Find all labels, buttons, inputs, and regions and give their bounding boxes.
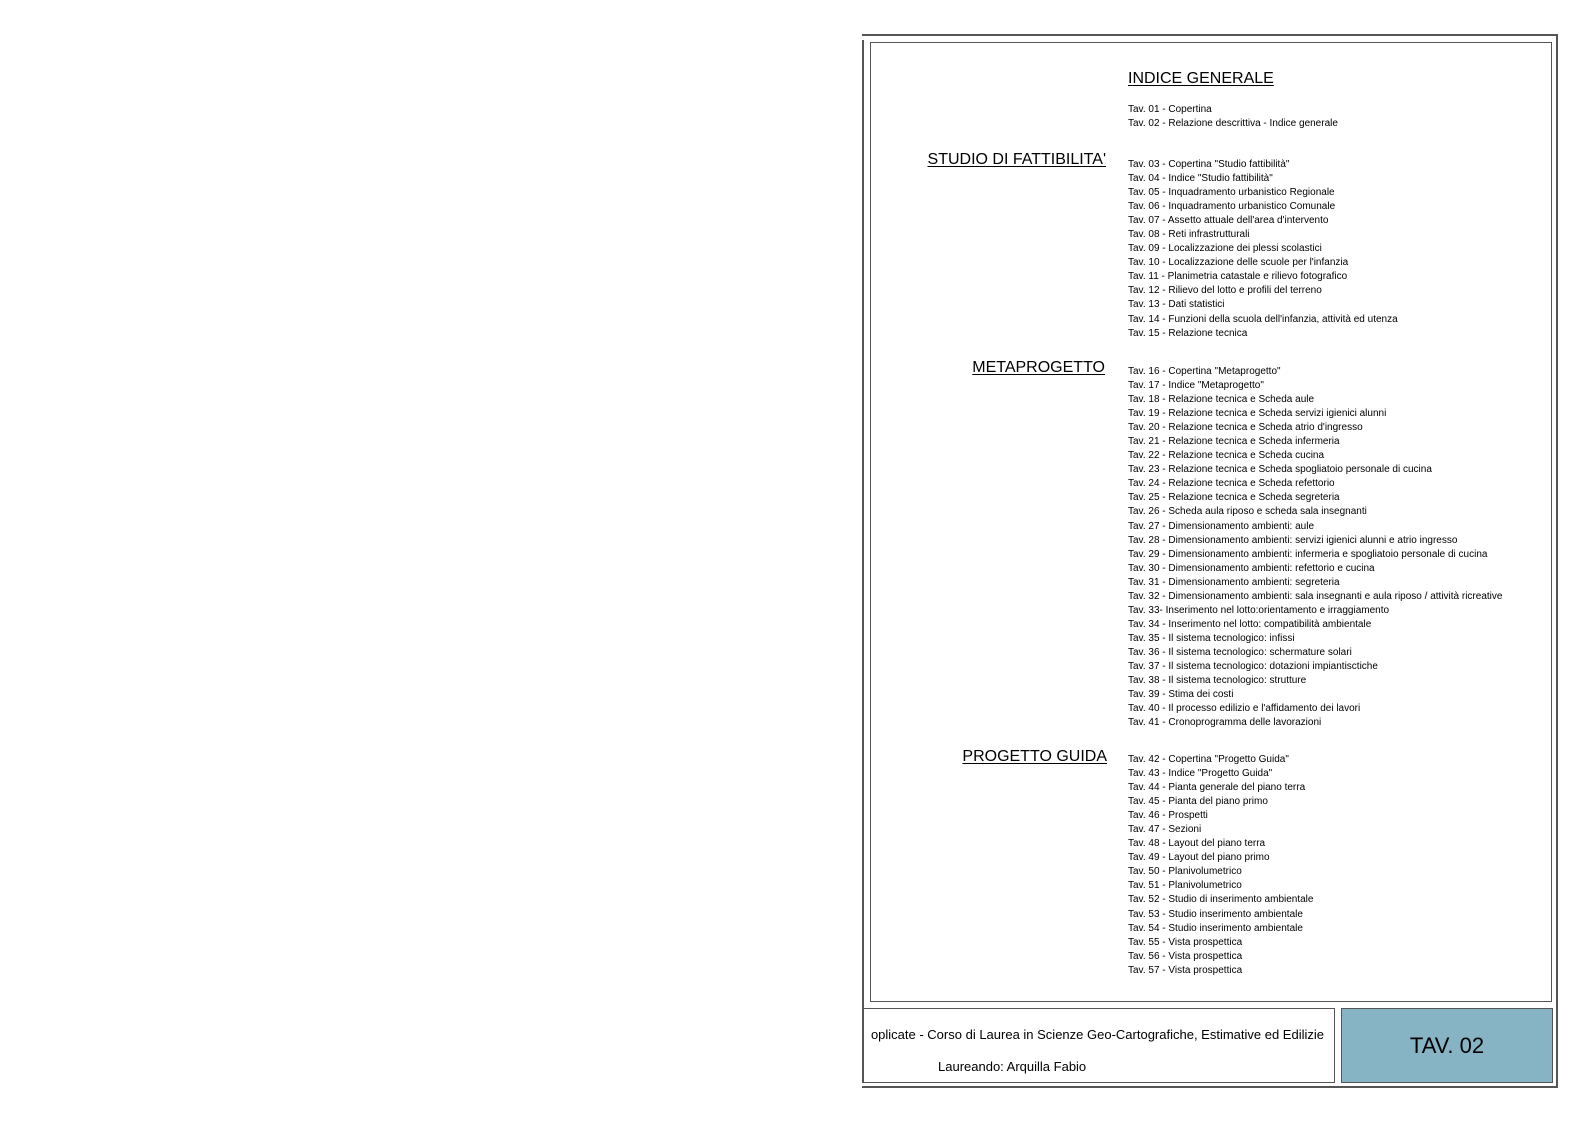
course-line: oplicate - Corso di Laurea in Scienze Geo-Cartografiche, Estimative ed Edilizie [870, 1027, 1324, 1042]
index-entry: Tav. 43 - Indice "Progetto Guida" [1128, 768, 1273, 780]
index-entry: Tav. 05 - Inquadramento urbanistico Regionale [1128, 187, 1335, 199]
index-entry: Tav. 34 - Inserimento nel lotto: compatibilità ambientale [1128, 618, 1372, 630]
index-entry: Tav. 52 - Studio di inserimento ambientale [1128, 894, 1314, 906]
index-entry: Tav. 02 - Relazione descrittiva - Indice generale [1128, 118, 1338, 130]
index-entry: Tav. 10 - Localizzazione delle scuole per l'infanzia [1128, 257, 1349, 269]
index-entry: Tav. 28 - Dimensionamento ambienti: servizi igienici alunni e atrio ingresso [1128, 534, 1458, 546]
index-entry: Tav. 15 - Relazione tecnica [1128, 327, 1248, 339]
index-entry: Tav. 12 - Rilievo del lotto e profili del terreno [1128, 285, 1322, 297]
index-entry: Tav. 36 - Il sistema tecnologico: schermature solari [1128, 646, 1352, 658]
index-entry: Tav. 22 - Relazione tecnica e Scheda cucina [1128, 450, 1325, 462]
index-entry: Tav. 57 - Vista prospettica [1128, 964, 1243, 976]
sheet-number-label: TAV. 02 [1409, 1032, 1485, 1058]
index-entry: Tav. 04 - Indice "Studio fattibilità" [1128, 173, 1273, 185]
index-entry: Tav. 50 - Planivolumetrico [1128, 866, 1242, 878]
index-entry: Tav. 06 - Inquadramento urbanistico Comunale [1128, 201, 1336, 213]
index-entry: Tav. 55 - Vista prospettica [1128, 936, 1243, 948]
index-entry: Tav. 46 - Prospetti [1128, 810, 1208, 822]
index-entry: Tav. 47 - Sezioni [1128, 824, 1202, 836]
intro-entries [1128, 103, 1338, 131]
index-entry: Tav. 16 - Copertina "Metaprogetto" [1128, 366, 1281, 377]
index-entry: Tav. 41 - Cronoprogramma delle lavorazioni [1128, 717, 1322, 729]
index-title: INDICE GENERALE [1128, 70, 1274, 87]
title-block-footer [862, 1008, 1335, 1083]
index-entry: Tav. 25 - Relazione tecnica e Scheda segreteria [1128, 492, 1340, 504]
section-title-studio-fattibilita: STUDIO DI FATTIBILITA' [927, 151, 1106, 168]
index-entry: Tav. 40 - Il processo edilizio e l'affidamento dei lavori [1128, 703, 1361, 715]
index-entry: Tav. 53 - Studio inserimento ambientale [1128, 908, 1303, 920]
index-entry: Tav. 11 - Planimetria catastale e rilievo fotografico [1128, 271, 1348, 283]
index-entry: Tav. 42 - Copertina "Progetto Guida" [1128, 754, 1289, 765]
index-entry: Tav. 17 - Indice "Metaprogetto" [1128, 380, 1264, 392]
index-entry: Tav. 20 - Relazione tecnica e Scheda atrio d'ingresso [1128, 422, 1363, 434]
section-entries-progetto-guida [1128, 753, 1313, 978]
index-entry: Tav. 45 - Pianta del piano primo [1128, 796, 1268, 808]
section-entries-metaprogetto [1128, 365, 1502, 730]
sheet-frame-left-edge [862, 40, 864, 1082]
index-entry: Tav. 37 - Il sistema tecnologico: dotazioni impiantisctiche [1128, 660, 1378, 672]
index-entry: Tav. 27 - Dimensionamento ambienti: aule [1128, 520, 1315, 532]
index-entry: Tav. 31 - Dimensionamento ambienti: segreteria [1128, 576, 1340, 588]
index-entry: Tav. 08 - Reti infrastrutturali [1128, 229, 1250, 241]
index-entry: Tav. 35 - Il sistema tecnologico: infissi [1128, 632, 1295, 644]
index-entry: Tav. 39 - Stima dei costi [1128, 689, 1234, 701]
index-entry: Tav. 49 - Layout del piano primo [1128, 852, 1270, 864]
index-entry: Tav. 09 - Localizzazione dei plessi scolastici [1128, 243, 1322, 255]
sheet-number-box [1341, 1008, 1553, 1083]
index-entry: Tav. 51 - Planivolumetrico [1128, 880, 1242, 892]
index-entry: Tav. 32 - Dimensionamento ambienti: sala insegnanti e aula riposo / attività ricreative [1128, 590, 1503, 602]
index-entry: Tav. 54 - Studio inserimento ambientale [1128, 922, 1303, 934]
index-entry: Tav. 24 - Relazione tecnica e Scheda refettorio [1128, 478, 1335, 490]
section-title-progetto-guida: PROGETTO GUIDA [962, 748, 1107, 765]
index-entry: Tav. 26 - Scheda aula riposo e scheda sala insegnanti [1128, 506, 1367, 518]
index-entry: Tav. 18 - Relazione tecnica e Scheda aule [1128, 394, 1315, 406]
student-line: Laureando: Arquilla Fabio [938, 1059, 1087, 1074]
index-entry: Tav. 30 - Dimensionamento ambienti: refettorio e cucina [1128, 562, 1375, 574]
section-entries-studio-fattibilita [1128, 158, 1398, 341]
index-entry: Tav. 07 - Assetto attuale dell'area d'intervento [1128, 215, 1329, 227]
index-entry: Tav. 03 - Copertina "Studio fattibilità" [1128, 159, 1290, 170]
index-entry: Tav. 38 - Il sistema tecnologico: strutture [1128, 675, 1307, 687]
index-entry: Tav. 23 - Relazione tecnica e Scheda spogliatoio personale di cucina [1128, 464, 1432, 476]
index-entry: Tav. 19 - Relazione tecnica e Scheda servizi igienici alunni [1128, 408, 1387, 420]
section-title-metaprogetto: METAPROGETTO [972, 359, 1105, 376]
index-entry: Tav. 29 - Dimensionamento ambienti: infermeria e spogliatoio personale di cucina [1128, 548, 1488, 560]
index-entry: Tav. 56 - Vista prospettica [1128, 950, 1243, 962]
index-entry: Tav. 13 - Dati statistici [1128, 299, 1225, 311]
index-entry: Tav. 48 - Layout del piano terra [1128, 838, 1266, 850]
index-entry: Tav. 33- Inserimento nel lotto:orientamento e irraggiamento [1128, 604, 1390, 616]
index-entry: Tav. 14 - Funzioni della scuola dell'infanzia, attività ed utenza [1128, 313, 1398, 325]
index-entry: Tav. 44 - Pianta generale del piano terra [1128, 782, 1306, 794]
index-entry: Tav. 21 - Relazione tecnica e Scheda infermeria [1128, 436, 1340, 448]
index-entry: Tav. 01 - Copertina [1128, 104, 1212, 115]
